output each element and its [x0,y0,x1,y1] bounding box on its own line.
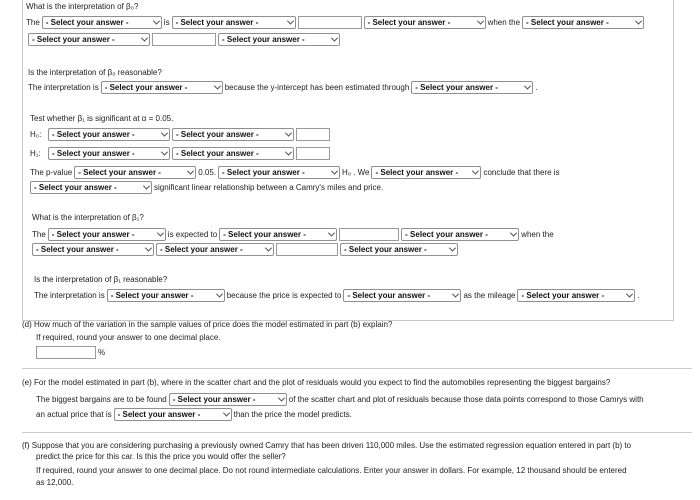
h1-param-dropdown[interactable]: - Select your answer - [48,147,170,160]
when-the-label-b1: when the [521,230,554,239]
chevron-down-icon [287,18,294,25]
percent-label: % [98,348,106,357]
h1-value-input[interactable] [296,147,330,160]
chevron-down-icon [153,18,160,25]
as-the-label: as the mileage [463,291,516,300]
b1-change-unit-dropdown[interactable]: - Select your answer - [340,243,458,256]
test-b1-question: Test whether β₁ is significant at α = 0.05. [30,114,174,123]
significant-text: significant linear relationship between a Camry's miles and price. [154,183,384,192]
chevron-down-icon [626,291,633,298]
is-label: is [163,18,170,27]
chevron-down-icon [510,230,517,237]
expected-label: is expected to [167,230,218,239]
b1-direction-dropdown[interactable]: - Select your answer - [219,228,337,241]
chevron-down-icon [143,183,150,190]
part-e-question: (e) For the model estimated in part (b), where in the scatter chart and the plot of residuals would you expect to find the automobiles representing the biggest bargains? [22,378,611,387]
the-label-b1: The [32,230,46,239]
h0-param-dropdown[interactable]: - Select your answer - [48,128,170,141]
b1-change-input[interactable] [276,243,338,256]
the-label: The [26,18,40,27]
chevron-down-icon [141,35,148,42]
part-f-question: (f) Suppose that you are considering purchasing a previously owned Camry that has been driven 110,000 miles. Use the estimated regression equation entered in part (b) to [22,441,632,450]
chevron-down-icon [278,395,285,402]
b1-reasonable-dropdown[interactable]: - Select your answer - [107,289,225,302]
b0-subject-dropdown[interactable]: - Select your answer - [42,16,162,29]
because-label-b1: because the price is expected to [226,291,342,300]
than-label: than the price the model predicts. [233,410,352,419]
part-f-round-2: as 12,000. [36,478,74,487]
b0-condition-dropdown[interactable]: - Select your answer - [522,16,644,29]
divider [22,432,692,433]
b1-reasonable-question: Is the interpretation of β₁ reasonable? [34,275,168,284]
chevron-down-icon [452,291,459,298]
h0-value-input[interactable] [296,128,330,141]
chevron-down-icon [635,18,642,25]
b1-mileage-dropdown[interactable]: - Select your answer - [517,289,635,302]
we-label: . We [353,168,370,177]
b0-question-text: What is the interpretation of β₀? [26,2,139,11]
b1-change-dropdown[interactable]: - Select your answer - [156,243,274,256]
pvalue-label: The p-value [30,168,73,177]
period: . [535,83,538,92]
chevron-down-icon [157,230,164,237]
chevron-down-icon [161,130,168,137]
part-d-round: If required, round your answer to one decimal place. [36,333,221,342]
b0-reasonable-dropdown[interactable]: - Select your answer - [101,81,223,94]
interp-is-label-b1: The interpretation is [34,291,105,300]
bargain-location-dropdown[interactable]: - Select your answer - [169,393,287,406]
b0-condition-unit-dropdown[interactable]: - Select your answer - [218,33,340,46]
interpretation-panel [22,0,674,321]
chevron-down-icon [223,410,230,417]
chevron-down-icon [477,18,484,25]
part-f-round: If required, round your answer to one decimal place. Do not round intermediate calculations. Enter your answer in dollars. For example, 12 thousand should be entered [36,466,627,475]
b0-condition-input[interactable] [152,33,216,46]
chevron-down-icon [331,168,338,175]
alpha-label: 0.05. [198,168,217,177]
of-the-label: of the scatter chart and plot of residuals because those data points correspond to those Camrys with [288,395,644,404]
when-the-label: when the [487,18,521,27]
chevron-down-icon [161,149,168,156]
b1-price-direction-dropdown[interactable]: - Select your answer - [343,289,461,302]
found-label: The biggest bargains are to be found [36,395,167,404]
b0-verb-dropdown[interactable]: - Select your answer - [172,16,296,29]
pvalue-compare-dropdown[interactable]: - Select your answer - [74,166,196,179]
period-b1: . [637,291,640,300]
because-label: because the y-intercept has been estimated through [224,83,410,92]
significance-dropdown[interactable]: - Select your answer - [30,181,152,194]
actual-price-dropdown[interactable]: - Select your answer - [114,408,232,421]
b1-variable-dropdown[interactable]: - Select your answer - [32,243,154,256]
b1-value-input[interactable] [339,228,399,241]
chevron-down-icon [331,35,338,42]
conclude-dropdown[interactable]: - Select your answer - [371,166,481,179]
chevron-down-icon [285,130,292,137]
part-f-question-2: predict the price for this car. Is this the price you would offer the seller? [36,452,286,461]
h0-label: H₀: [30,130,42,139]
divider [22,368,692,369]
part-d-question: (d) How much of the variation in the sample values of price does the model estimated in part (b) explain? [22,320,393,329]
h1-sign-dropdown[interactable]: - Select your answer - [172,147,294,160]
b0-value-input[interactable] [298,16,362,29]
chevron-down-icon [216,291,223,298]
chevron-down-icon [214,83,221,90]
chevron-down-icon [145,245,152,252]
b0-reasonable-question: Is the interpretation of β₀ reasonable? [28,68,162,77]
b1-question: What is the interpretation of β₁? [32,213,144,222]
chevron-down-icon [328,230,335,237]
b0-unit-dropdown[interactable]: - Select your answer - [364,16,486,29]
chevron-down-icon [472,168,479,175]
conclude-label: conclude that there is [483,168,560,177]
h0-decision-dropdown[interactable]: - Select your answer - [218,166,340,179]
h0-sign-dropdown[interactable]: - Select your answer - [172,128,294,141]
chevron-down-icon [285,149,292,156]
h0-inline-label: H₀ [342,168,352,177]
h1-label: H₁: [30,149,41,158]
b1-subject-dropdown[interactable]: - Select your answer - [48,228,166,241]
b0-through-dropdown[interactable]: - Select your answer - [411,81,533,94]
b0-question [26,2,138,11]
chevron-down-icon [449,245,456,252]
part-d-input[interactable] [36,346,96,359]
actual-label: an actual price that is [36,410,112,419]
b0-variable-dropdown[interactable]: - Select your answer - [28,33,150,46]
chevron-down-icon [524,83,531,90]
interp-is-label: The interpretation is [28,83,99,92]
chevron-down-icon [265,245,272,252]
chevron-down-icon [187,168,194,175]
b1-unit-dropdown[interactable]: - Select your answer - [401,228,519,241]
